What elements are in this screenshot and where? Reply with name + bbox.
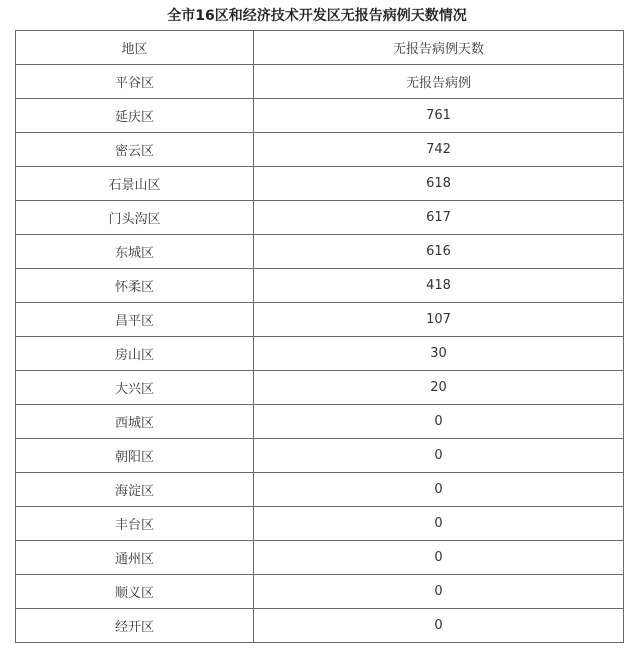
days-cell: 0	[254, 575, 624, 609]
table-row	[16, 541, 624, 575]
region-cell: 怀柔区	[16, 269, 254, 303]
days-cell: 761	[254, 99, 624, 133]
region-cell: 延庆区	[16, 99, 254, 133]
report-table	[15, 30, 624, 643]
days-cell: 0	[254, 473, 624, 507]
table-row	[16, 303, 624, 337]
table-row	[16, 235, 624, 269]
table-row	[16, 609, 624, 643]
days-cell: 616	[254, 235, 624, 269]
region-cell: 海淀区	[16, 473, 254, 507]
days-cell: 0	[254, 405, 624, 439]
region-cell: 平谷区	[16, 65, 254, 99]
days-cell: 0	[254, 507, 624, 541]
days-cell: 742	[254, 133, 624, 167]
region-cell: 西城区	[16, 405, 254, 439]
region-cell: 门头沟区	[16, 201, 254, 235]
days-cell: 0	[254, 439, 624, 473]
days-cell: 107	[254, 303, 624, 337]
days-cell: 418	[254, 269, 624, 303]
days-cell: 30	[254, 337, 624, 371]
days-cell: 618	[254, 167, 624, 201]
region-cell: 通州区	[16, 541, 254, 575]
region-cell: 经开区	[16, 609, 254, 643]
region-cell: 房山区	[16, 337, 254, 371]
region-cell: 密云区	[16, 133, 254, 167]
region-cell: 丰台区	[16, 507, 254, 541]
table-row	[16, 439, 624, 473]
page-title: 全市16区和经济技术开发区无报告病例天数情况	[167, 8, 467, 24]
table-row	[16, 371, 624, 405]
region-cell: 朝阳区	[16, 439, 254, 473]
table-row	[16, 575, 624, 609]
table-row	[16, 167, 624, 201]
region-cell: 顺义区	[16, 575, 254, 609]
region-cell: 石景山区	[16, 167, 254, 201]
region-cell: 大兴区	[16, 371, 254, 405]
table-row	[16, 99, 624, 133]
table-row	[16, 269, 624, 303]
table-row	[16, 133, 624, 167]
days-cell: 0	[254, 609, 624, 643]
table-row	[16, 507, 624, 541]
column-header-days: 无报告病例天数	[254, 31, 624, 65]
table-row	[16, 201, 624, 235]
table-header-row	[16, 31, 624, 65]
table-row	[16, 337, 624, 371]
region-cell: 东城区	[16, 235, 254, 269]
region-cell: 昌平区	[16, 303, 254, 337]
days-cell: 20	[254, 371, 624, 405]
table-row	[16, 405, 624, 439]
days-cell: 617	[254, 201, 624, 235]
days-cell: 无报告病例	[254, 65, 624, 99]
column-header-region: 地区	[16, 31, 254, 65]
table-row	[16, 65, 624, 99]
days-cell: 0	[254, 541, 624, 575]
table-row	[16, 473, 624, 507]
